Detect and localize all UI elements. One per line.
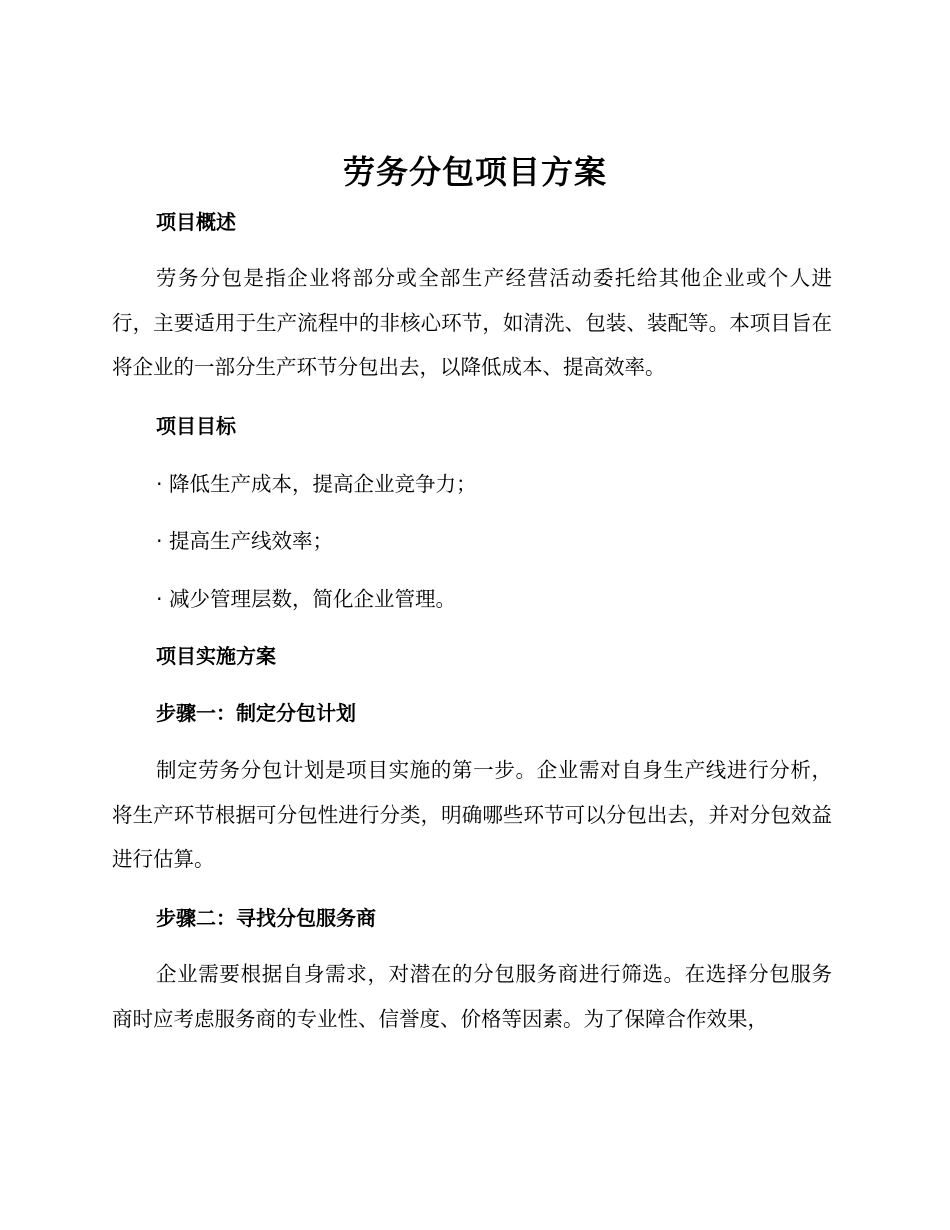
paragraph-step2: 企业需要根据自身需求，对潜在的分包服务商进行筛选。在选择分包服务商时应考虑服务商的专业性、信誉度、价格等因素。为了保障合作效果， [112,962,832,1031]
step1-heading: 步骤一：制定分包计划 [156,701,356,725]
goal-item-3: · 减少管理层数，简化企业管理。 [156,587,457,611]
section-heading-goals: 项目目标 [156,414,236,438]
goal-item-2: · 提高生产线效率； [156,529,334,553]
section-heading-plan: 项目实施方案 [156,644,276,668]
goal-item-1: · 降低生产成本，提高企业竞争力； [156,472,477,496]
step2-heading: 步骤二：寻找分包服务商 [156,906,376,930]
section-heading-overview: 项目概述 [156,210,236,234]
paragraph-overview: 劳务分包是指企业将部分或全部生产经营活动委托给其他企业或个人进行，主要适用于生产流程中的非核心环节，如清洗、包装、装配等。本项目旨在将企业的一部分生产环节分包出去，以降低成本、提高效率。 [112,266,832,379]
paragraph-step1: 制定劳务分包计划是项目实施的第一步。企业需对自身生产线进行分析，将生产环节根据可分包性进行分类，明确哪些环节可以分包出去，并对分包效益进行估算。 [112,758,832,871]
document-title: 劳务分包项目方案 [342,153,607,191]
